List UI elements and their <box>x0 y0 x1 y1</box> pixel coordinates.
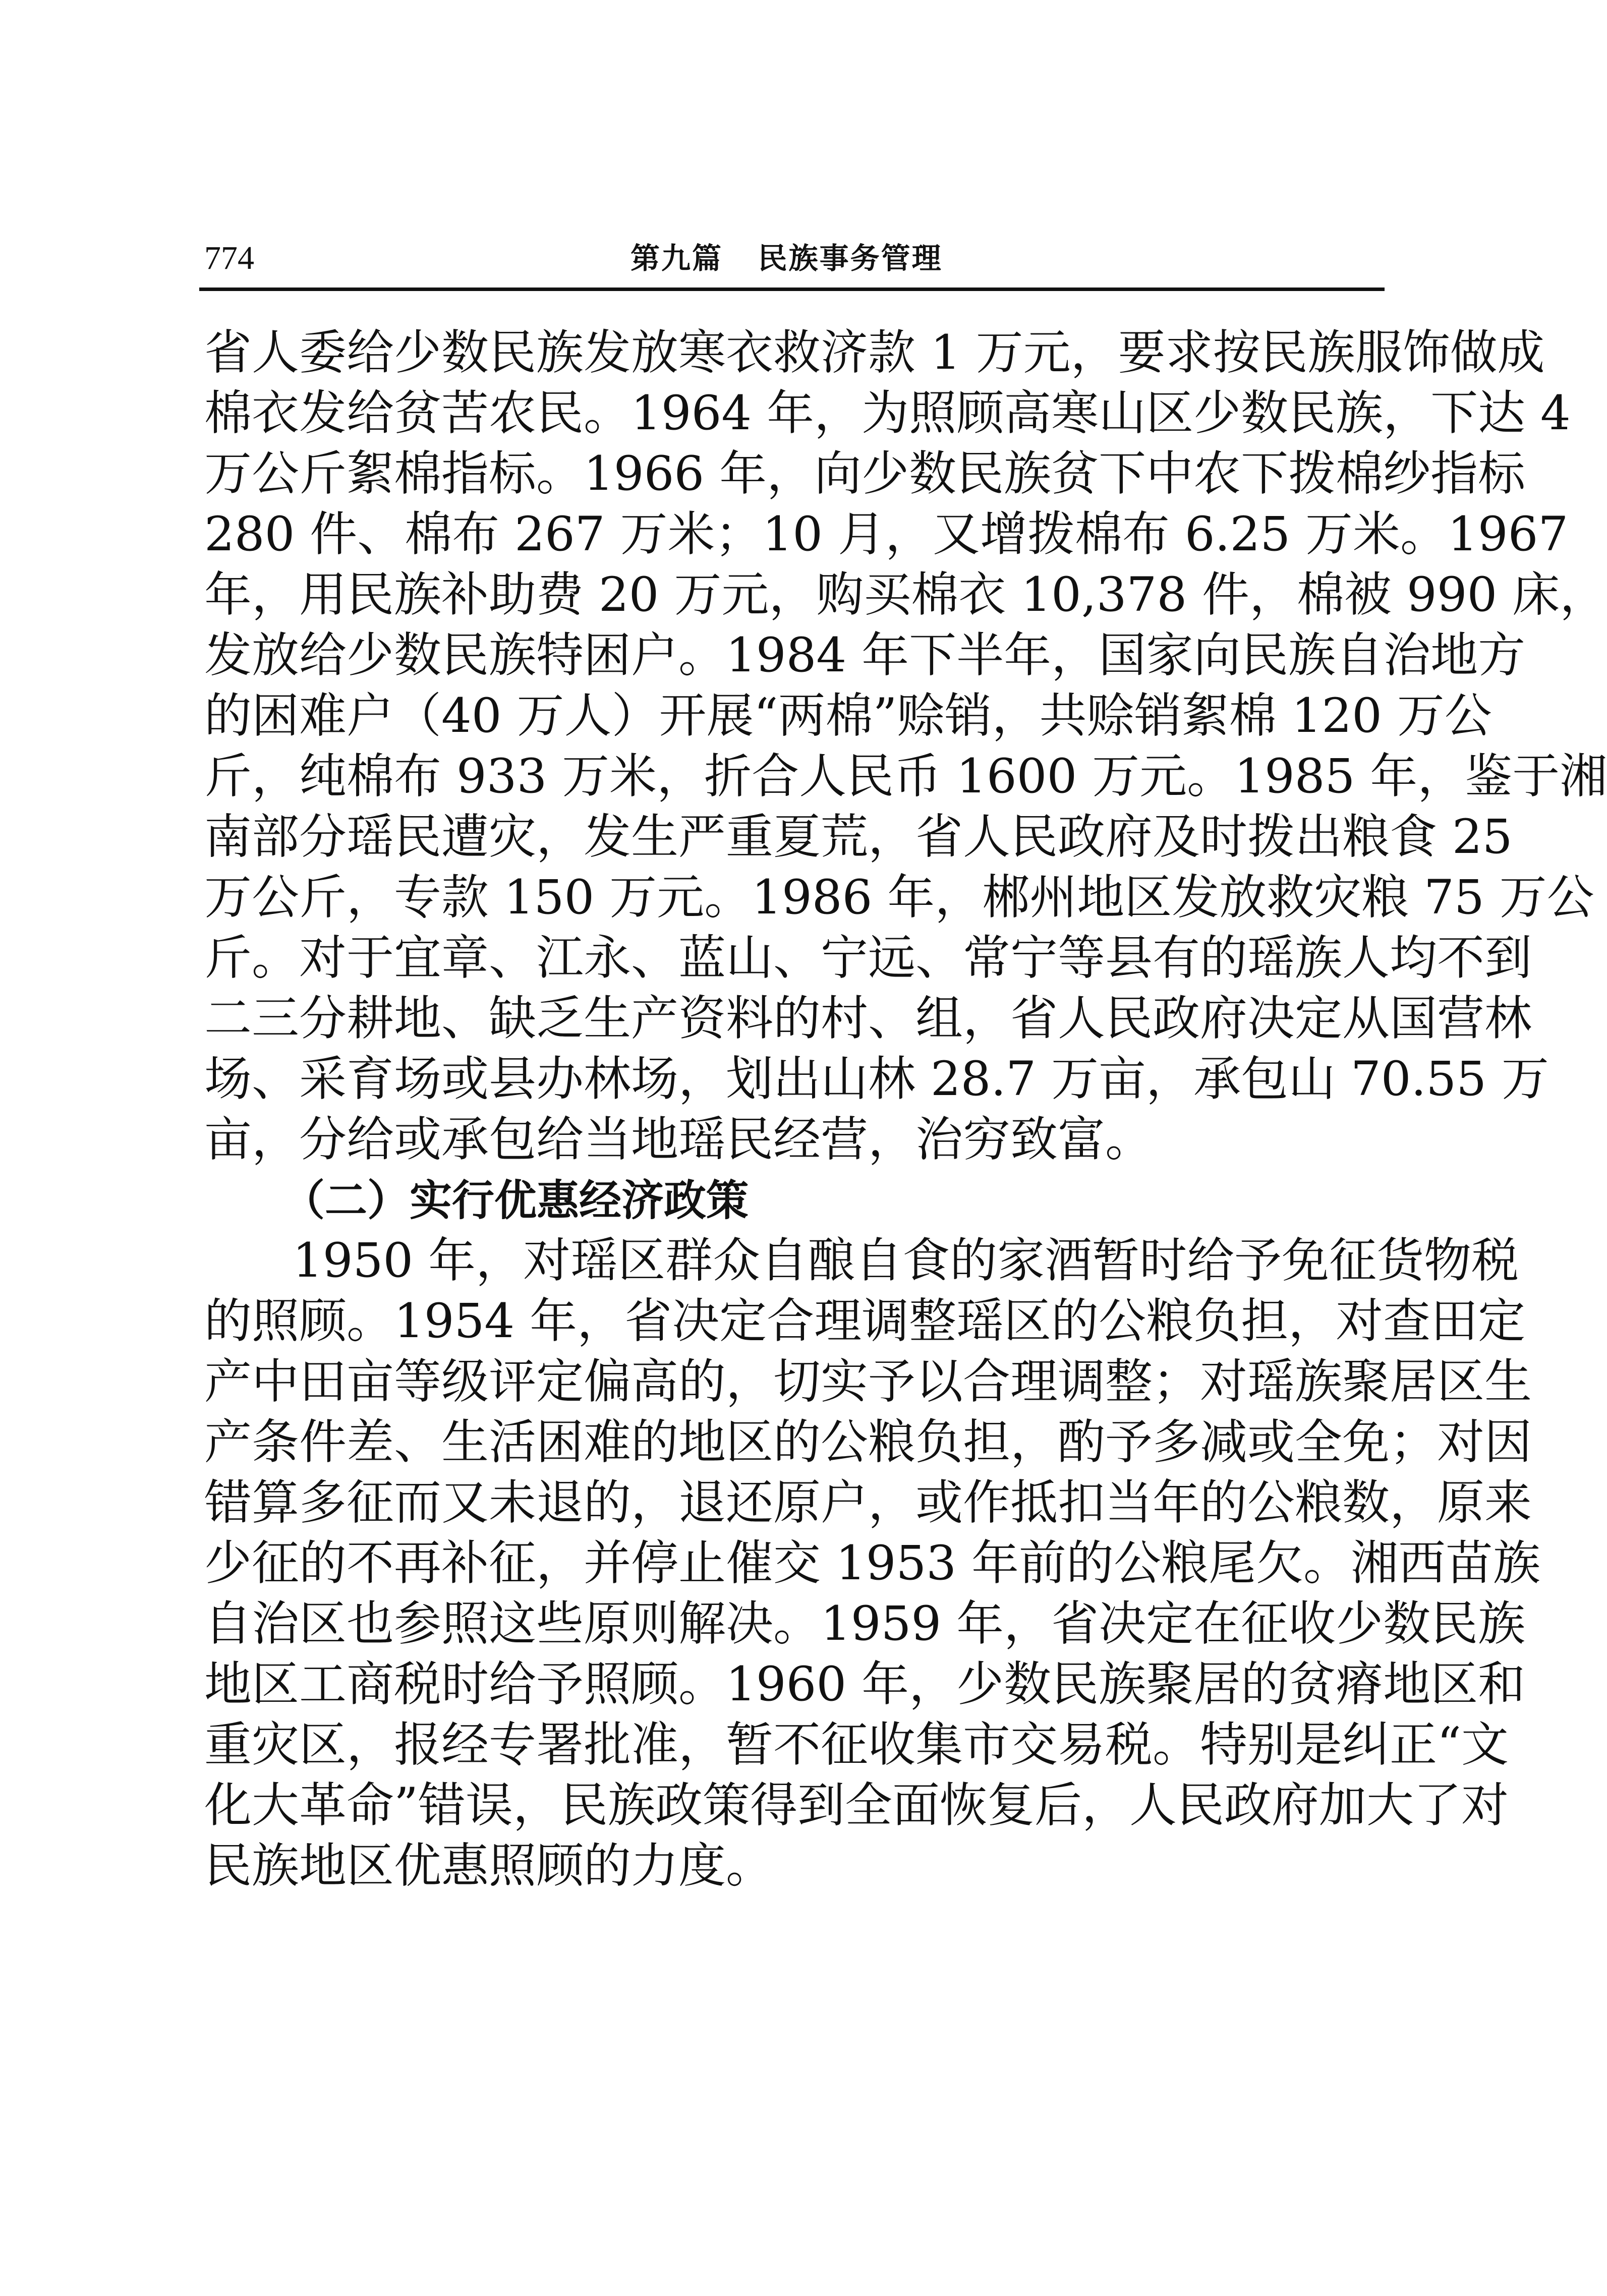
body-text <box>204 323 1607 1897</box>
text-line: 重灾区，报经专署批准，暂不征收集市交易税。特别是纠正“文 <box>204 1717 1509 1772</box>
text-line: 产中田亩等级评定偏高的，切实予以合理调整；对瑶族聚居区生 <box>204 1354 1532 1409</box>
text-line: 场、采育场或县办林场，划出山林 28.7 万亩，承包山 70.55 万 <box>204 1052 1549 1107</box>
text-line: 斤。对于宜章、江永、蓝山、宁远、常宁等县有的瑶族人均不到 <box>204 931 1532 986</box>
text-line: 错算多征而又未退的，退还原户，或作抵扣当年的公粮数，原来 <box>204 1475 1532 1530</box>
page-number: 774 <box>204 240 254 276</box>
text-line: 的困难户（40 万人）开展“两棉”赊销，共赊销絮棉 120 万公 <box>204 688 1492 743</box>
text-line: 万公斤絮棉指标。1966 年，向少数民族贫下中农下拨棉纱指标 <box>204 446 1526 501</box>
text-line: 二三分耕地、缺乏生产资料的村、组，省人民政府决定从国营林 <box>204 991 1532 1046</box>
text-line: 自治区也参照这些原则解决。1959 年，省决定在征收少数民族 <box>204 1596 1526 1651</box>
text-line: 年，用民族补助费 20 万元，购买棉衣 10,378 件，棉被 990 床， <box>204 567 1607 622</box>
header-rule <box>199 288 1385 291</box>
paragraph-economic-policy <box>204 1231 1540 1897</box>
text-line: 省人委给少数民族发放寒衣救济款 1 万元，要求按民族服饰做成 <box>204 325 1545 380</box>
text-line: 南部分瑶民遭灾，发生严重夏荒，省人民政府及时拨出粮食 25 <box>204 810 1513 865</box>
text-line: 斤，纯棉布 933 万米，折合人民币 1600 万元。1985 年，鉴于湘 <box>204 749 1607 804</box>
running-title: 第九篇 民族事务管理 <box>630 241 943 275</box>
text-line: 产条件差、生活困难的地区的公粮负担，酌予多减或全免；对因 <box>204 1415 1532 1470</box>
text-line: 280 件、棉布 267 万米；10 月，又增拨棉布 6.25 万米。1967 <box>204 507 1569 562</box>
text-line: 棉衣发给贫苦农民。1964 年，为照顾高寒山区少数民族，下达 4 <box>204 386 1571 441</box>
section-heading: （二）实行优惠经济政策 <box>282 1176 749 1225</box>
text-line: 亩，分给或承包给当地瑶民经营，治穷致富。 <box>204 1112 1153 1167</box>
text-line: 少征的不再补征，并停止催交 1953 年前的公粮尾欠。湘西苗族 <box>204 1536 1540 1591</box>
page-header <box>199 228 1385 283</box>
text-line: 民族地区优惠照顾的力度。 <box>204 1839 774 1893</box>
text-line: 万公斤，专款 150 万元。1986 年，郴州地区发放救灾粮 75 万公 <box>204 870 1594 925</box>
text-line: 地区工商税时给予照顾。1960 年，少数民族聚居的贫瘠地区和 <box>204 1657 1526 1712</box>
text-line: 1950 年，对瑶区群众自酿自食的家酒暂时给予免征货物税 <box>293 1233 1519 1288</box>
paragraph-relief-supplies <box>204 323 1607 1170</box>
text-line: 化大革命”错误，民族政策得到全面恢复后，人民政府加大了对 <box>204 1778 1509 1833</box>
text-line: 发放给少数民族特困户。1984 年下半年，国家向民族自治地方 <box>204 628 1526 683</box>
text-line: 的照顾。1954 年，省决定合理调整瑶区的公粮负担，对查田定 <box>204 1294 1526 1349</box>
